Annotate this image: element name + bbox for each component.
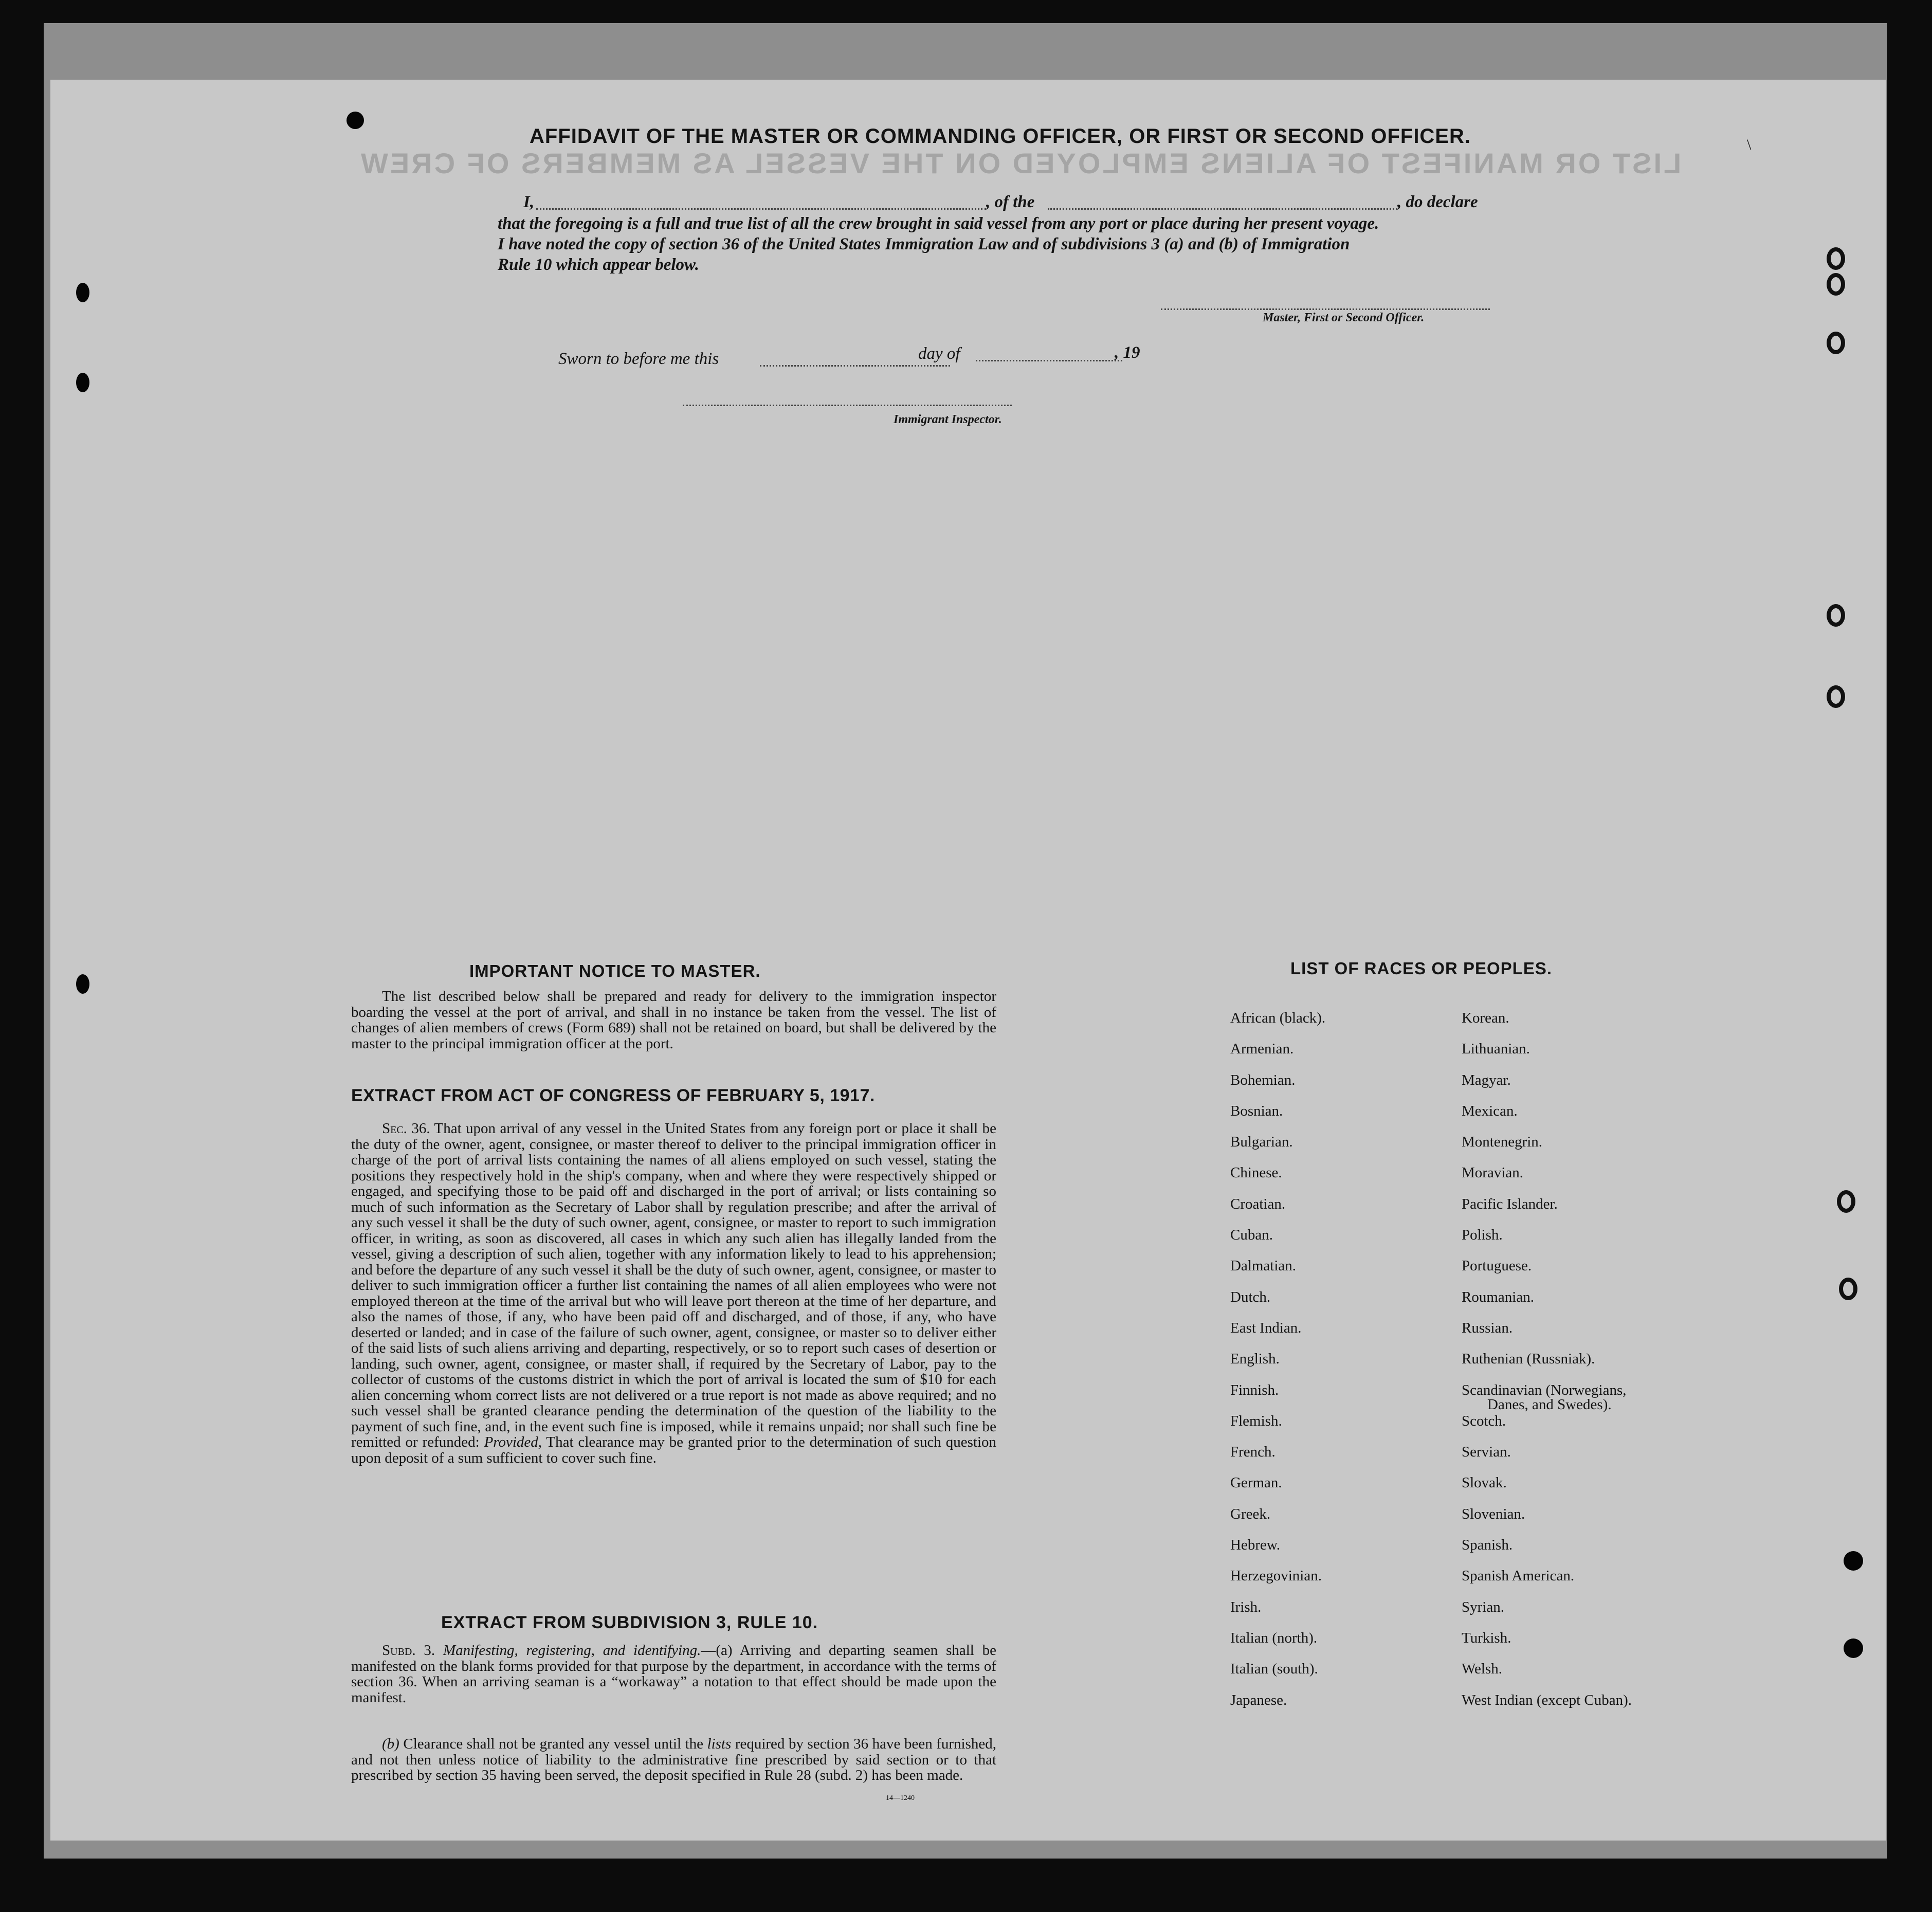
race-item: Roumanian.: [1462, 1288, 1534, 1305]
race-item: Welsh.: [1462, 1661, 1503, 1678]
subd-b-label: (b): [382, 1736, 399, 1752]
race-item: Bosnian.: [1230, 1102, 1283, 1119]
act-body-end: That clearance may be granted prior to the determination of such question upon deposit of a sum sufficient to cover such fine.: [351, 1434, 996, 1466]
race-item: Japanese.: [1230, 1691, 1287, 1708]
races-column-2: [1462, 1010, 1632, 1723]
race-item: Ruthenian (Russniak).: [1462, 1351, 1595, 1368]
punch-hole: [347, 112, 364, 129]
sworn-label: Sworn to before me this: [558, 350, 719, 368]
name-blank: [536, 208, 986, 210]
punch-hole: [1827, 685, 1845, 708]
subd-label: Subd. 3.: [382, 1642, 435, 1659]
notice-title: IMPORTANT NOTICE TO MASTER.: [469, 961, 761, 980]
races-title: LIST OF RACES OR PEOPLES.: [1290, 959, 1553, 978]
punch-hole: [1827, 332, 1845, 354]
race-item: African (black).: [1230, 1010, 1326, 1026]
master-signature-blank: [1161, 308, 1490, 310]
punch-hole: [1837, 1190, 1855, 1213]
inspector-signature-label: Immigrant Inspector.: [894, 413, 1002, 426]
race-item: Bohemian.: [1230, 1071, 1296, 1088]
race-item: Korean.: [1462, 1010, 1509, 1026]
race-item: Turkish.: [1462, 1629, 1511, 1646]
race-item: Hebrew.: [1230, 1537, 1281, 1554]
lists-word: lists: [707, 1736, 732, 1752]
bleed-through-title: LIST OR MANIFEST OF ALIENS EMPLOYED ON THE VESSEL AS MEMBERS OF CREW: [359, 147, 1682, 179]
race-item: Lithuanian.: [1462, 1041, 1530, 1058]
race-item: Finnish.: [1230, 1381, 1279, 1398]
rule-extract-text-b: [351, 1736, 996, 1783]
race-item: Mexican.: [1462, 1102, 1518, 1119]
rule-extract-title: EXTRACT FROM SUBDIVISION 3, RULE 10.: [441, 1613, 818, 1632]
race-item: English.: [1230, 1351, 1280, 1368]
affidavit-i-label: I,: [523, 193, 535, 211]
race-item: Bulgarian.: [1230, 1134, 1293, 1151]
race-item: Scotch.: [1462, 1412, 1506, 1429]
notice-text: [351, 989, 996, 1051]
provided-word: Provided,: [484, 1434, 542, 1450]
race-item: West Indian (except Cuban).: [1462, 1691, 1632, 1708]
punch-hole: [1827, 247, 1845, 270]
vessel-blank: [1048, 208, 1397, 210]
sworn-day-blank: [760, 365, 950, 367]
notice-body: The list described below shall be prepared and ready for delivery to the immigration inspector boarding the vessel at the port of arrival, and shall in no instance be taken from the vessel. The list of changes of alien members of crews (Form 689) shall not be retained on board, but shall be delivered by the master to the principal immigration officer at the port.: [351, 988, 996, 1052]
race-item: Irish.: [1230, 1598, 1262, 1615]
punch-hole: [76, 974, 89, 994]
master-signature-label: Master, First or Second Officer.: [1263, 311, 1425, 324]
race-item: Herzegovinian.: [1230, 1568, 1322, 1585]
day-of-label: day of: [918, 344, 960, 363]
race-item: East Indian.: [1230, 1319, 1302, 1336]
race-item: Portuguese.: [1462, 1258, 1532, 1274]
race-item: Spanish.: [1462, 1537, 1513, 1554]
affidavit-title: AFFIDAVIT OF THE MASTER OR COMMANDING OFFICER, OR FIRST OR SECOND OFFICER.: [530, 125, 1471, 148]
inspector-signature-blank: [683, 405, 1012, 406]
race-item: Russian.: [1462, 1319, 1513, 1336]
race-item: Pacific Islander.: [1462, 1195, 1558, 1212]
subd-heading: Manifesting, registering, and identifying.: [443, 1642, 701, 1659]
punch-hole: [1844, 1551, 1863, 1571]
act-body: That upon arrival of any vessel in the United States from any foreign port or place it shall be the duty of the owner, agent, consignee, or master thereof to deliver to the principal immigration officer in charge of the port of arrival lists containing the names of all aliens employed on such vessel, stating the positions they respectively hold in the ship's company, when and where they were respectively shipped or engaged, and specifying those to be paid off and discharged in the port of arrival; or lists containing so much of such information as the Secretary of Labor shall by regulation prescribe; and after the arrival of any such vessel it shall be the duty of such owner, agent, consignee, or master to report to such immigration officer, in writing, as soon as discovered, all cases in which any such alien has illegally landed from the vessel, giving a description of such alien, together with any information likely to lead to his apprehension; and before the departure of any such vessel it shall be the duty of such owner, agent, consignee, or master to deliver to such immigration officer a further list containing the names of all alien employees who were not employed thereon at the time of the arrival but who will leave port thereon at the time of her departure, and also the names of those, if any, who have been paid off and discharged, and of those, if any, who have deserted or landed; and in case of the failure of such owner, agent, consignee, or master so to deliver either of the said lists of such aliens arriving and departing, respectively, or so to report such cases of desertion or landing, such owner, agent, consignee, or master shall, if required by the Secretary of Labor, pay to the collector of customs of the customs district in which the port of arrival is located the sum of $10 for each alien concerning whom correct lists are not delivered or a true report is not made as above required; and no such vessel shall be granted clearance pending the determination of the question of the liability to the payment of such fine, and, in the event such fine is imposed, while it remains unpaid; nor shall such fine be remitted or refunded:: [351, 1120, 996, 1450]
race-item: Cuban.: [1230, 1227, 1273, 1244]
form-number: 14—1240: [886, 1794, 915, 1802]
race-item: Dalmatian.: [1230, 1258, 1297, 1274]
subd-a-text: —(a) Arriving and departing seamen shall be manifested on the blank forms provided for that purpose by the department, in accordance with the terms of section 36. When an arriving seaman is a “workaway” a notation to that effect should be made upon the manifest.: [351, 1642, 997, 1706]
punch-hole: [76, 283, 89, 302]
race-item-continuation: Danes, and Swedes).: [1487, 1396, 1612, 1413]
race-item: Dutch.: [1230, 1288, 1271, 1305]
race-item: Armenian.: [1230, 1041, 1294, 1058]
race-item: Croatian.: [1230, 1195, 1286, 1212]
affidavit-line-2: that the foregoing is a full and true list of all the crew brought in said vessel from any port or place during her present voyage.: [498, 214, 1379, 233]
year-label: , 19: [1115, 343, 1140, 362]
race-item: Syrian.: [1462, 1598, 1504, 1615]
race-item: Moravian.: [1462, 1164, 1523, 1181]
rule-extract-text: [351, 1643, 996, 1705]
race-item: Italian (south).: [1230, 1661, 1318, 1678]
sworn-month-blank: [976, 360, 1122, 361]
race-item: Montenegrin.: [1462, 1134, 1543, 1151]
affidavit-line-3: I have noted the copy of section 36 of the United States Immigration Law and of subdivisions 3 (a) and (b) of Immigration: [498, 235, 1350, 253]
race-item: Magyar.: [1462, 1071, 1511, 1088]
act-extract-text: [351, 1121, 996, 1466]
punch-hole: [1827, 604, 1845, 627]
race-item: Slovenian.: [1462, 1505, 1525, 1522]
affidavit-do-declare: , do declare: [1397, 193, 1478, 211]
punch-hole: [1827, 273, 1845, 296]
race-item: Servian.: [1462, 1444, 1511, 1461]
affidavit-of-the: , of the: [986, 193, 1035, 211]
race-item: French.: [1230, 1444, 1275, 1461]
punch-hole: [1839, 1278, 1857, 1300]
race-item: Scandinavian (Norwegians, Danes, and Swedes).: [1462, 1382, 1632, 1413]
manifest-page: [50, 80, 1886, 1841]
races-column-1: [1230, 1010, 1325, 1723]
race-item: Spanish American.: [1462, 1568, 1575, 1585]
pencil-mark: \: [1747, 136, 1752, 153]
subd-b-text-2: required by section 36 have been furnished, and not then unless notice of liability to the administrative fine prescribed by said section or to that prescribed by section 35 having been served, the deposit specified in Rule 28 (subd. 2) has been made.: [351, 1736, 997, 1783]
race-item: Polish.: [1462, 1227, 1503, 1244]
race-item: Chinese.: [1230, 1164, 1282, 1181]
race-item: Slovak.: [1462, 1474, 1507, 1491]
punch-hole: [1844, 1638, 1863, 1658]
sec-label: Sec. 36.: [382, 1120, 430, 1137]
race-item: German.: [1230, 1474, 1282, 1491]
punch-hole: [76, 373, 89, 392]
act-extract-title: EXTRACT FROM ACT OF CONGRESS OF FEBRUARY 5, 1917.: [351, 1086, 875, 1105]
race-item: Flemish.: [1230, 1412, 1282, 1429]
race-item: Italian (north).: [1230, 1629, 1318, 1646]
affidavit-line-4: Rule 10 which appear below.: [498, 256, 700, 274]
race-item: Greek.: [1230, 1505, 1271, 1522]
subd-b-text-1: Clearance shall not be granted any vessel until the: [403, 1736, 703, 1752]
